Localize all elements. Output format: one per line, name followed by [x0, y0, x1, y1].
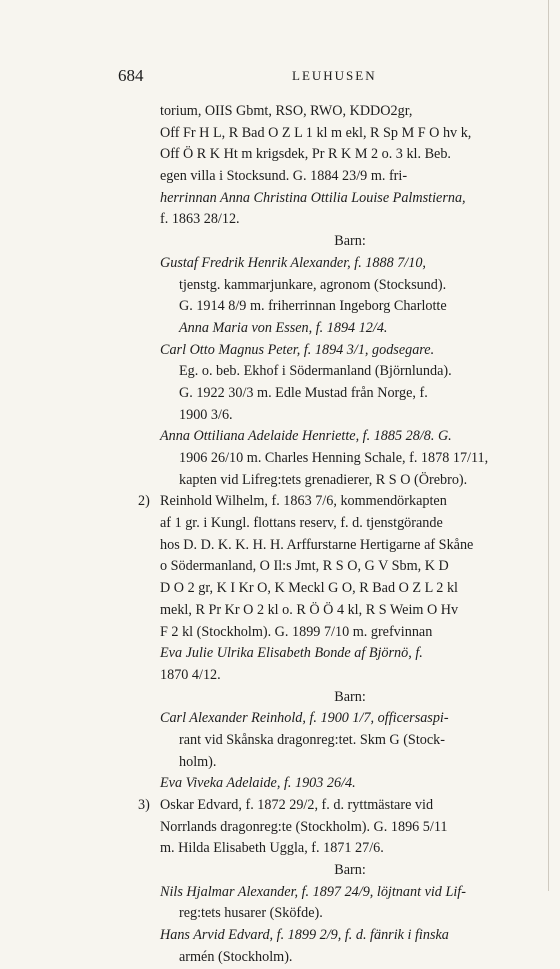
- line-text: Oskar Edvard, f. 1872 29/2, f. d. ryttmästare vid: [160, 797, 434, 813]
- line-text: Barn:: [334, 862, 366, 879]
- text-line: [160, 209, 540, 231]
- text-line: [160, 340, 540, 362]
- text-line: [160, 275, 540, 297]
- text-line: [160, 296, 540, 318]
- line-text: Off Ö R K Ht m krigsdek, Pr R K M 2 o. 3 kl. Beb.: [160, 146, 451, 163]
- line-text: Nils Hjalmar Alexander, f. 1897 24/9, löjtnant vid Lif-: [160, 883, 466, 900]
- entry-number: 3): [138, 797, 150, 813]
- line-text: m. Hilda Elisabeth Uggla, f. 1871 27/6.: [160, 840, 384, 857]
- line-text: egen villa i Stocksund. G. 1884 23/9 m. fri-: [160, 168, 408, 185]
- line-text: 1906 26/10 m. Charles Henning Schale, f. 1878 17/11,: [179, 450, 489, 466]
- text-line: [138, 795, 540, 817]
- text-line: [160, 513, 540, 535]
- line-text: 1870 4/12.: [160, 666, 221, 683]
- line-text: holm).: [179, 753, 217, 770]
- line-text: rant vid Skånska dragonreg:tet. Skm G (Stock-: [179, 731, 445, 748]
- text-line: [160, 773, 540, 795]
- text-line: [160, 101, 540, 123]
- line-text: D O 2 gr, K I Kr O, K Meckl G O, R Bad O Z L 2 kl: [160, 580, 458, 597]
- text-line: [160, 622, 540, 644]
- line-text: o Södermanland, O Il:s Jmt, R S O, G V Sbm, K D: [160, 558, 449, 575]
- text-line: [160, 730, 540, 752]
- line-text: herrinnan Anna Christina Ottilia Louise Palmstierna,: [160, 189, 466, 206]
- line-text: mekl, R Pr Kr O 2 kl o. R Ö Ö 4 kl, R S Weim O Hv: [160, 601, 459, 618]
- text-line: [138, 491, 540, 513]
- text-line: [160, 253, 540, 275]
- line-text: Eva Julie Ulrika Elisabeth Bonde af Björnö, f.: [160, 645, 423, 662]
- text-line: [160, 665, 540, 687]
- text-line: [160, 578, 540, 600]
- line-text: Eg. o. beb. Ekhof i Södermanland (Björnlunda).: [179, 363, 452, 380]
- line-text: Reinhold Wilhelm, f. 1863 7/6, kommendörkapten: [160, 493, 447, 510]
- text-line: [160, 925, 540, 947]
- line-text: Gustaf Fredrik Henrik Alexander, f. 1888 7/10,: [160, 254, 426, 271]
- line-text: Anna Ottiliana Adelaide Henriette, f. 1885 28/8. G.: [160, 428, 452, 445]
- line-text: kapten vid Lifreg:tets grenadierer, R S O (Örebro).: [179, 471, 468, 488]
- line-text: torium, OIIS Gbmt, RSO, RWO, KDDO2gr,: [160, 103, 413, 119]
- text-line: [160, 405, 540, 427]
- line-text: reg:tets husarer (Sköfde).: [179, 905, 323, 922]
- section-heading: [160, 231, 540, 253]
- text-line: [160, 817, 540, 839]
- text-line: [160, 535, 540, 557]
- line-text: Barn:: [334, 233, 366, 250]
- text-line: [160, 470, 540, 492]
- line-text: Carl Otto Magnus Peter, f. 1894 3/1, godsegare.: [160, 341, 435, 358]
- text-line: [160, 144, 540, 166]
- text-line: [160, 708, 540, 730]
- line-text: Carl Alexander Reinhold, f. 1900 1/7, officersaspi-: [160, 710, 449, 727]
- section-heading: [160, 687, 540, 709]
- text-line: [160, 947, 540, 969]
- text-line: [160, 903, 540, 925]
- page-number: 684: [118, 66, 144, 85]
- line-text: Barn:: [334, 688, 366, 705]
- text-line: [160, 556, 540, 578]
- line-text: Norrlands dragonreg:te (Stockholm). G. 1896 5/11: [160, 818, 448, 835]
- text-line: [160, 752, 540, 774]
- running-head: LEUHUSEN: [292, 68, 377, 83]
- text-line: [160, 361, 540, 383]
- line-text: tjenstg. kammarjunkare, agronom (Stocksund).: [179, 276, 447, 293]
- section-heading: [160, 860, 540, 882]
- page-header: [0, 66, 560, 88]
- text-line: [160, 318, 540, 340]
- line-text: Off Fr H L, R Bad O Z L 1 kl m ekl, R Sp M F O hv k,: [160, 124, 472, 141]
- line-text: 1900 3/6.: [179, 406, 233, 423]
- text-line: [160, 882, 540, 904]
- page-body: [138, 101, 540, 969]
- page-edge: [548, 0, 549, 891]
- line-text: armén (Stockholm).: [179, 948, 293, 965]
- entry-number: 2): [138, 493, 150, 510]
- line-text: F 2 kl (Stockholm). G. 1899 7/10 m. grefvinnan: [160, 623, 433, 640]
- line-text: G. 1922 30/3 m. Edle Mustad från Norge, f.: [179, 384, 428, 401]
- text-line: [160, 188, 540, 210]
- text-line: [160, 166, 540, 188]
- text-line: [160, 383, 540, 405]
- text-line: [160, 600, 540, 622]
- line-text: Anna Maria von Essen, f. 1894 12/4.: [179, 319, 388, 336]
- line-text: af 1 gr. i Kungl. flottans reserv, f. d. tjenstgörande: [160, 515, 443, 532]
- text-line: [160, 643, 540, 665]
- line-text: G. 1914 8/9 m. friherrinnan Ingeborg Charlotte: [179, 298, 447, 315]
- line-text: f. 1863 28/12.: [160, 211, 240, 228]
- line-text: Hans Arvid Edvard, f. 1899 2/9, f. d. fänrik i finska: [160, 927, 449, 944]
- text-line: [160, 448, 540, 470]
- line-text: Eva Viveka Adelaide, f. 1903 26/4.: [160, 775, 356, 792]
- line-text: hos D. D. K. K. H. H. Arffurstarne Hertigarne af Skåne: [160, 536, 474, 553]
- text-line: [160, 426, 540, 448]
- text-line: [160, 838, 540, 860]
- text-line: [160, 123, 540, 145]
